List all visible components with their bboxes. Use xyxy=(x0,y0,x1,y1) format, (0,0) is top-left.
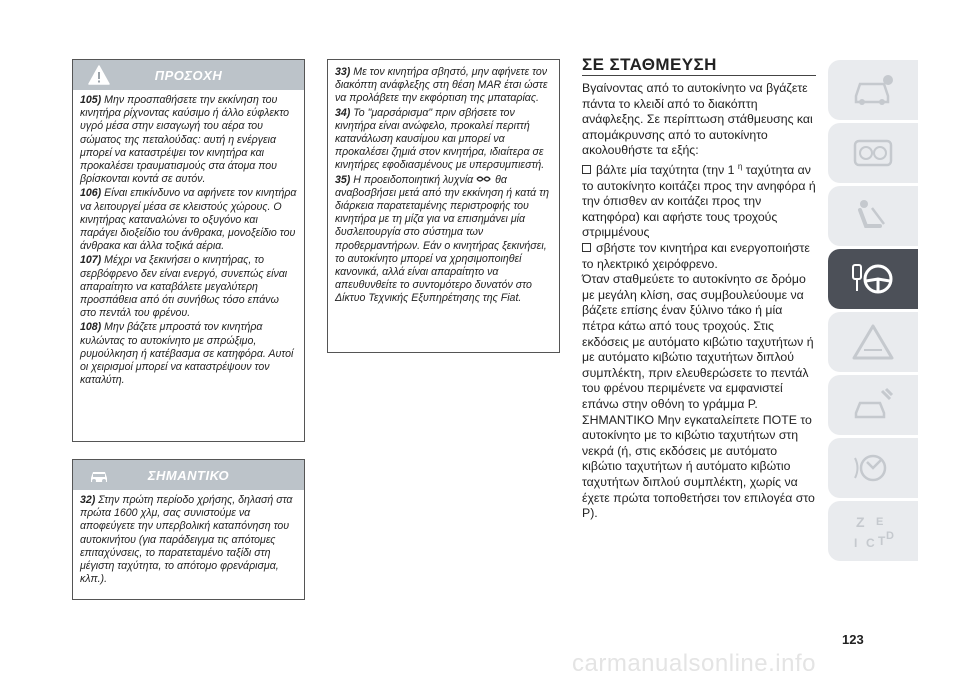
important-continued-body xyxy=(328,60,559,313)
warning-icon xyxy=(87,64,111,86)
svg-text:D: D xyxy=(886,530,894,542)
tab-seat-safety[interactable] xyxy=(828,186,918,246)
chapter-tabs xyxy=(828,60,918,564)
svg-text:C: C xyxy=(866,536,875,550)
page-number: 123 xyxy=(842,632,864,647)
tab-maintenance[interactable] xyxy=(828,375,918,435)
svg-text:E: E xyxy=(876,516,884,528)
multimedia-icon xyxy=(850,448,896,488)
important-paragraph: 34) Το "μαρσάρισμα" πριν σβήσετε τον κινητήρα είναι ανώφελο, προκαλεί περιττή κατανάλωση καυσίμου και μπορεί να προκαλέσει ζημιά στον κινητήρα, ιδιαίτερα σε κινητήρες εφοδιασμένους με υπερσυμπιεστή. xyxy=(335,106,545,172)
important-paragraph: 33) Με τον κινητήρα σβηστό, μην αφήνετε τον διακόπτη ανάφλεξης στη θέση MAR έτσι ώστε να προλάβετε την εκφόρτιση της μπαταρίας. xyxy=(335,66,548,105)
car-engine-icon xyxy=(87,464,111,486)
body-text: Όταν σταθμεύετε το αυτοκίνητο σε δρόμο με μεγάλη κλίση, σας συμβουλεύουμε να βάζετε επίσης έναν ξύλινο τάκο ή μία πέτρα κάτω από τους τροχούς. Στις εκδόσεις με αυτόματο κιβώτιο ταχυτήτων ή με αυτόματο κιβώτιο ταχυτήτων διπλού συμπλέκτη, πριν ελευθερώσετε το πεντάλ του φρένου περιμένετε να εμφανιστεί επάνω στην οθόνη το γράμμα P. ΣΗΜΑΝΤΙΚΟ Μην εγκαταλείπετε ΠΟΤΕ το αυτοκίνητο με το κιβώτιο ταχυτήτων στη νεκρά (ή, στις εκδόσεις με αυτόματο κιβώτιο ταχυτήτων ή αυτόματο κιβώτιο ταχυτήτων διπλού συμπλέκτη, χωρίς να έχετε πρώτα τοποθετήσει τον επιλογέα στο P). xyxy=(582,272,815,521)
important-paragraph: 35) Η προειδοποιητική λυχνία θα αναβοσβήσει μετά από την εκκίνηση ή κατά τη διάρκεια παρατεταμένης περιστροφής του κινητήρα με τη μίζα για να επισημάνει μία δυσλειτουργία στο σύστημα των προθερμαντήρων. Εάν ο κινητήρας ξεκινήσει, το αυτοκίνητο μπορεί να χρησιμοποιηθεί κανονικά, αλλά είναι απαραίτητο να απευθυνθείτε το συντομότερο δυνατόν στο Δίκτυο Τεχνικής Εξυπηρέτησης της Fiat. xyxy=(335,173,549,305)
dashboard-icon xyxy=(850,133,896,173)
caution-header xyxy=(73,60,304,90)
bullet-square-icon xyxy=(582,243,591,252)
steering-key-icon xyxy=(850,259,896,299)
column-1 xyxy=(72,59,305,600)
car-tools-icon xyxy=(850,385,896,425)
important-paragraph: 32) Στην πρώτη περίοδο χρήσης, δηλασή στα πρώτα 1600 χλμ, σας συνιστούμε να αποφεύγετε την υπερβολική καταπόνηση του αυτοκινήτου (για παράδειγμα τις απότομες επιταχύνσεις, το παρατεταμένο ταξίδι στη μέγιστη ταχύτητα, το απότομο φρενάρισμα, κλπ.). xyxy=(80,494,293,586)
tab-index[interactable] xyxy=(828,501,918,561)
bullet-item: σβήστε τον κινητήρα και ενεργοποιήστε το ηλεκτρικό χειρόφρενο. xyxy=(582,241,810,271)
svg-text:T: T xyxy=(878,534,886,548)
caution-title: ΠΡΟΣΟΧΗ xyxy=(154,67,223,83)
seat-safety-icon xyxy=(850,196,896,236)
bullet-item: βάλτε μία ταχύτητα (την 1 $^\eta$ ταχύτητα αν το αυτοκίνητο κοιτάζει προς την ανηφόρα ή την όπισθεν αν κοιτάζει προς την κατηφόρα) και αφήστε τους τροχούς στριμμένους xyxy=(582,161,816,240)
index-letters-icon xyxy=(850,511,896,551)
intro-text: Βγαίνοντας από το αυτοκίνητο να βγάζετε πάντα το κλειδί από το διακόπτη ανάφλεξης. Σε περίπτωση στάθμευσης και απομάκρυνσης από το αυτοκίνητο ακολουθήστε τα εξής: xyxy=(582,81,813,158)
svg-text:I: I xyxy=(854,536,858,550)
important-box xyxy=(72,459,305,600)
tab-starting-driving[interactable] xyxy=(828,249,918,309)
important-continued-box xyxy=(327,59,560,353)
glow-plug-warning-icon xyxy=(476,175,492,184)
title-divider xyxy=(582,75,816,76)
important-title: ΣΗΜΑΝΤΙΚΟ xyxy=(147,467,230,483)
tab-emergency[interactable] xyxy=(828,312,918,372)
caution-paragraph: 107) Μέχρι να ξεκινήσει ο κινητήρας, το σερβόφρενο δεν είναι ενεργό, συνεπώς είναι απαραίτητο να καταβάλετε μεγαλύτερη προσπάθεια από ότι συνήθως τόσο επάνω στο πεντάλ του φρένου. xyxy=(80,254,288,320)
watermark: carmanualsonline.info xyxy=(572,650,816,677)
important-body xyxy=(73,490,304,593)
main-text xyxy=(582,81,818,522)
caution-paragraph: 105) Μην προσπαθήσετε την εκκίνηση του κινητήρα ρίχνοντας καύσιμο ή άλλο εύφλεκτο υγρό μέσα στην εισαγωγή του αέρα του σώματος της πεταλούδας: αυτή η ενέργεια μπορεί να καταστρέψει τον κινητήρα και προκαλέσει τραυματισμούς στα άτομα που βρίσκονται κοντά σε αυτόν. xyxy=(80,94,290,186)
warning-triangle-icon xyxy=(850,322,896,362)
tab-multimedia[interactable] xyxy=(828,438,918,498)
column-2 xyxy=(327,59,560,353)
tab-car-info[interactable] xyxy=(828,60,918,120)
caution-paragraph: 108) Μην βάζετε μπροστά τον κινητήρα κυλώντας το αυτοκίνητο με σπρώξιμο, ρυμούλκηση ή κατέβασμα σε κατηφόρα. Αυτοί οι χειρισμοί μπορεί να καταστρέψουν τον καταλύτη. xyxy=(80,321,294,387)
tab-dashboard[interactable] xyxy=(828,123,918,183)
caution-paragraph: 106) Είναι επικίνδυνο να αφήνετε τον κινητήρα να λειτουργεί μέσα σε κλειστούς χώρους. Ο κινητήρας καταναλώνει το οξυγόνο και παράγει διοξείδιο του άνθρακα, μονοξείδιο του άνθρακα και άλλα τοξικά αέρια. xyxy=(80,187,297,253)
caution-box xyxy=(72,59,305,442)
important-header xyxy=(73,460,304,490)
caution-body xyxy=(73,90,304,394)
car-info-icon xyxy=(850,70,896,110)
bullet-square-icon xyxy=(582,165,591,174)
svg-text:Z: Z xyxy=(856,514,865,530)
section-title: ΣΕ ΣΤΑΘΜΕΥΣΗ xyxy=(582,55,717,74)
